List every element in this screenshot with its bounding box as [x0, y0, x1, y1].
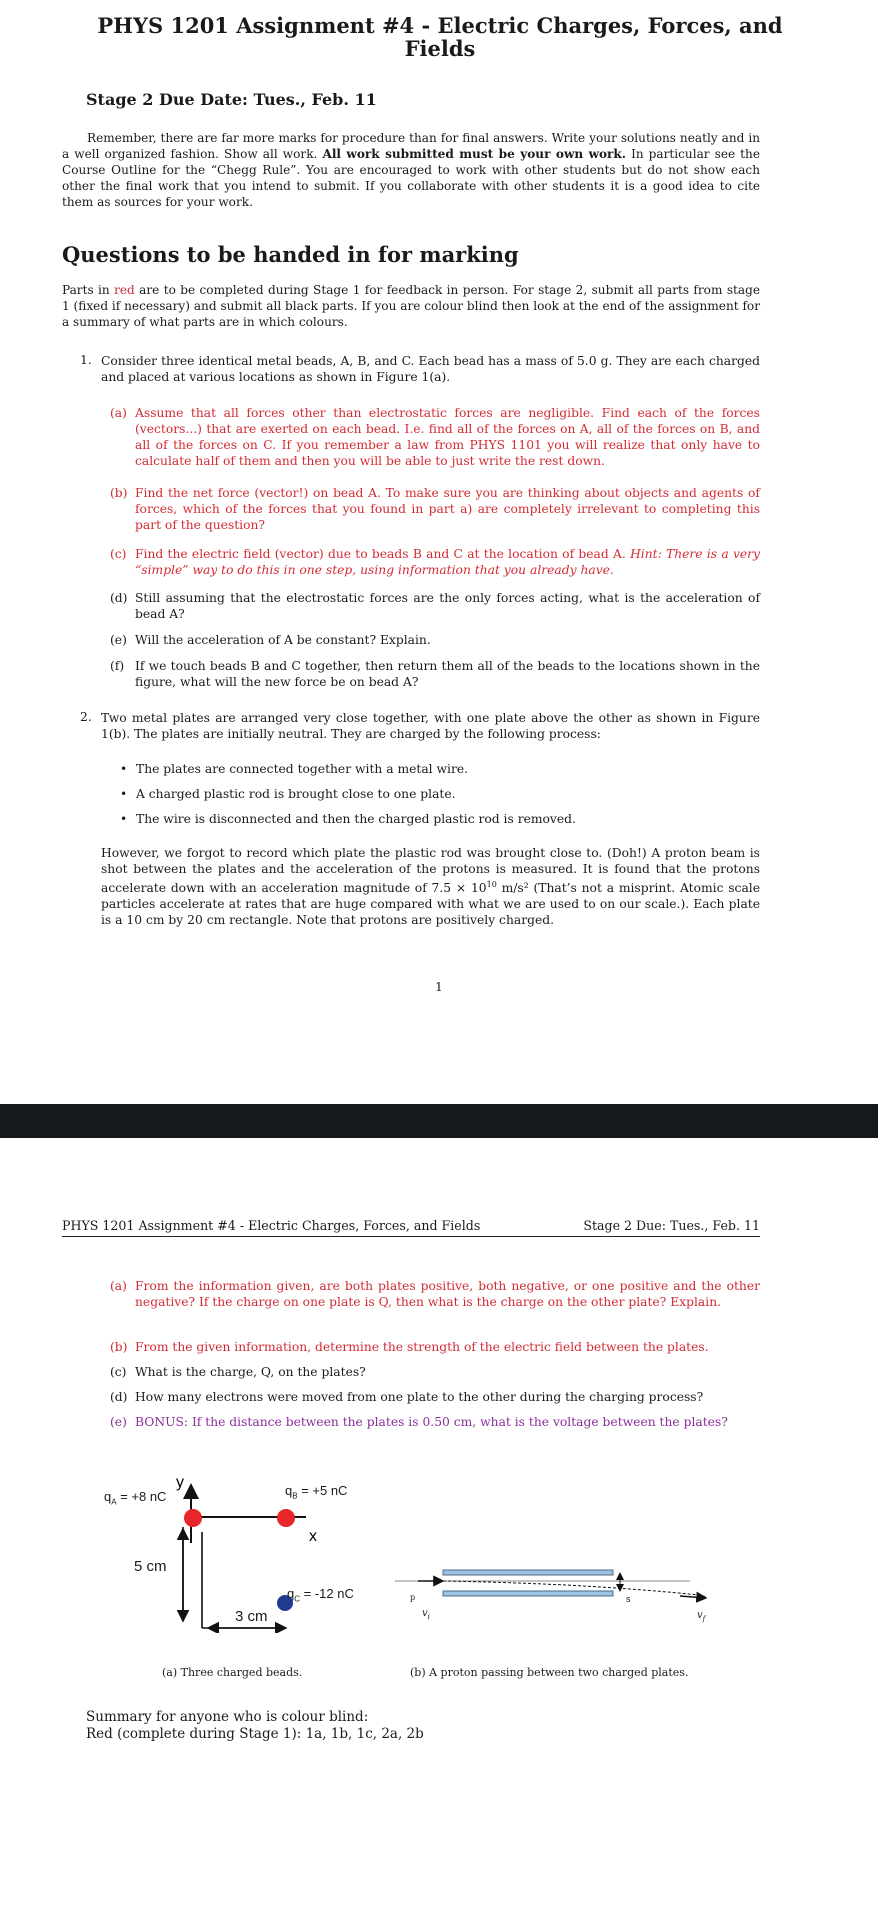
figure-a-caption: (a) Three charged beads. — [162, 1666, 303, 1679]
bead-a — [184, 1509, 202, 1527]
q1a: (a) Assume that all forces other than electrostatic forces are negligible. Find each of the forces (vectors...) that are exerted on each bead. I.e. find all of the forces on A, all of the forces on B, and all of the forces on C. If you remember a law from PHYS 1101 you will realize that only have to calculate half of them and then you will be able to just write the rest down. — [110, 406, 760, 468]
top-plate — [443, 1570, 613, 1575]
dim-vertical-label: 5 cm — [134, 1558, 167, 1575]
s-label: s — [626, 1594, 631, 1604]
due-date: Stage 2 Due Date: Tues., Feb. 11 — [86, 90, 377, 109]
q1-number: 1. — [80, 353, 92, 367]
q2a: (a) From the information given, are both plates positive, both negative, or one positive and the other negative? If the charge on one plate is Q, then what is the charge on the other plate? Explain. — [110, 1279, 760, 1309]
vf-arrow — [680, 1596, 706, 1598]
summary-red: Red (complete during Stage 1): 1a, 1b, 1c, 2a, 2b — [86, 1726, 424, 1742]
page-title: PHYS 1201 Assignment #4 - Electric Charges, Forces, and Fields — [97, 13, 783, 61]
q1e: (e) Will the acceleration of A be constant? Explain. — [110, 633, 431, 647]
page-number: 1 — [435, 980, 443, 994]
summary-heading: Summary for anyone who is colour blind: — [86, 1709, 369, 1725]
figure-b-caption: (b) A proton passing between two charged plates. — [410, 1666, 689, 1679]
q2c: (c) What is the charge, Q, on the plates? — [110, 1365, 366, 1379]
q2-number: 2. — [80, 710, 92, 724]
figures — [100, 1473, 730, 1633]
x-axis-label: x — [309, 1528, 317, 1545]
intro-paragraph: Remember, there are far more marks for procedure than for final answers. Write your solutions neatly and in a well organized fashion. Show all work. All work submitted must be your own work. In particular see the Course Outline for the “Chegg Rule”. You are encouraged to work with other students but do not show each other the final work that you intend to submit. If you collaborate with other students it is a good idea to cite them as sources for your work. — [62, 131, 760, 209]
figure-b — [395, 1570, 706, 1598]
q2-text: Two metal plates are arranged very close together, with one plate above the other as shown in Figure 1(b). The plates are initially neutral. They are charged by the following process: — [101, 711, 760, 741]
page-1: PHYS 1201 Assignment #4 - Electric Charges, Forces, and Fields Stage 2 Due Date: Tues., Feb. 11 Remember, there are far more marks for procedure than for final answers. Write your solutions neatly and in a well organized fashion. Show all work. All work submitted must be your own work. In particular see the Course Outline for the “Chegg Rule”. You are encouraged to work with other students but do not show each other the final work that you intend to submit. If you collaborate with other students it is a good idea to cite them as sources for your work. Questions to be handed in for marking Parts in red are to be completed during Stage 1 for feedback in person. For stage 2, submit all parts from stage 1 (fixed if necessary) and submit all black parts. If you are colour blind then look at the end of the assignment for a summary of what parts are in which colours. 1. Consider three identical metal beads, A, B, and C. Each bead has a mass of 5.0 g. They are each charged and placed at various locations as shown in Figure 1(a). (a) Assume that all forces other than electrostatic forces are negligible. Find each of the forces (vectors...) that are exerted on each bead. I.e. find all of the forces on A, all of the forces on B, and all of the forces on C. If you remember a law from PHYS 1101 you will realize that only have to calculate half of them and then you will be able to just write the rest down. (b) Find the net force (vector!) on bead A. To make sure you are thinking about objects and agents of forces, which of the forces that you found in part a) are completely irrelevant to completing this part of the question? (c) Find the electric field (vector) due to beads B and C at the location of bead A. Hint: There is a very “simple” way to do this in one step, using information that you already have. (d) Still assuming that the electrostatic forces are the only forces acting, what is the acceleration of bead A? (e) Will the acceleration of A be constant? Explain. (f) If we touch beads B and C together, then return them all of the beads to the locations shown in the figure, what will the new force be on bead A? 2. Two metal plates are arranged very close together, with one plate above the other as shown in Figure 1(b). The plates are initially neutral. They are charged by the following process: • The plates are connected together with a metal wire. • A charged plastic rod is brought close to one plate. • The wire is disconnected and then the charged plastic rod is removed. However, we forgot to record which plate the plastic rod was brought close to. (Doh!) A proton beam is shot between the plates and the acceleration of the protons is measured. It is found that the protons accelerate down with an acceleration magnitude of $7.5 \times 10^{10}$ m/s² (That’s not a misprint. Atomic scale particles accelerate at rates that are huge compared with what we are used to on our scale.). Each plate is a 10 cm by 20 cm rectangle. Note that protons are positively charged. 1 — [0, 0, 878, 1102]
running-header: PHYS 1201 Assignment #4 - Electric Charges, Forces, and Fields Stage 2 Due: Tues., Feb. 11 — [62, 1218, 760, 1237]
p-label: p — [410, 1593, 416, 1602]
qc-label: $q_C = -12$ nC — [287, 1586, 354, 1604]
qb-label: $q_B = +5$ nC — [285, 1483, 348, 1501]
bottom-plate — [443, 1591, 613, 1596]
q2d: (d) How many electrons were moved from one plate to the other during the charging process? — [110, 1390, 704, 1404]
q1f: (f) If we touch beads B and C together, then return them all of the beads to the locations shown in the figure, what will the new force be on bead A? — [110, 659, 760, 689]
q2b: (b) From the given information, determine the strength of the electric field between the plates. — [110, 1340, 709, 1354]
q1b: (b) Find the net force (vector!) on bead A. To make sure you are thinking about objects and agents of forces, which of the forces that you found in part a) are completely irrelevant to completing this part of the question? — [110, 486, 760, 532]
bead-b — [277, 1509, 295, 1527]
q1c: (c) Find the electric field (vector) due to beads B and C at the location of bead A. Hint: There is a very “simple” way to do this in one step, using information that you already have. — [110, 547, 760, 577]
qa-label: $q_A = +8$ nC — [104, 1489, 167, 1507]
q2-paragraph: However, we forgot to record which plate the plastic rod was brought close to. (Doh!) A proton beam is shot between the plates and the acceleration of the protons is measured. It is found that the protons accelerate down with an acceleration magnitude of $7.5 \times 10^{10}$ m/s² (That’s not a misprint. Atomic scale particles accelerate at rates that are huge compared with what we are used to on our scale.). Each plate is a 10 cm by 20 cm rectangle. Note that protons are positively charged. — [101, 846, 760, 928]
vi-label: $v_i$ — [422, 1608, 430, 1621]
q1d: (d) Still assuming that the electrostatic forces are the only forces acting, what is the acceleration of bead A? — [110, 591, 760, 621]
parts-note: Parts in red are to be completed during Stage 1 for feedback in person. For stage 2, submit all parts from stage 1 (fixed if necessary) and submit all black parts. If you are colour blind then look at the end of the assignment for a summary of what parts are in which colours. — [62, 283, 760, 329]
vf-label: $v_f$ — [697, 1610, 706, 1623]
y-axis-label: y — [176, 1474, 184, 1491]
page-2 — [0, 1138, 878, 1920]
q1-text: Consider three identical metal beads, A, B, and C. Each bead has a mass of 5.0 g. They are each charged and placed at various locations as shown in Figure 1(a). — [101, 354, 760, 384]
page-divider — [0, 1104, 878, 1138]
section-title: Questions to be handed in for marking — [62, 242, 519, 267]
dim-horizontal-label: 3 cm — [235, 1608, 268, 1625]
q2e: (e) BONUS: If the distance between the plates is 0.50 cm, what is the voltage between the plates? — [110, 1415, 728, 1429]
